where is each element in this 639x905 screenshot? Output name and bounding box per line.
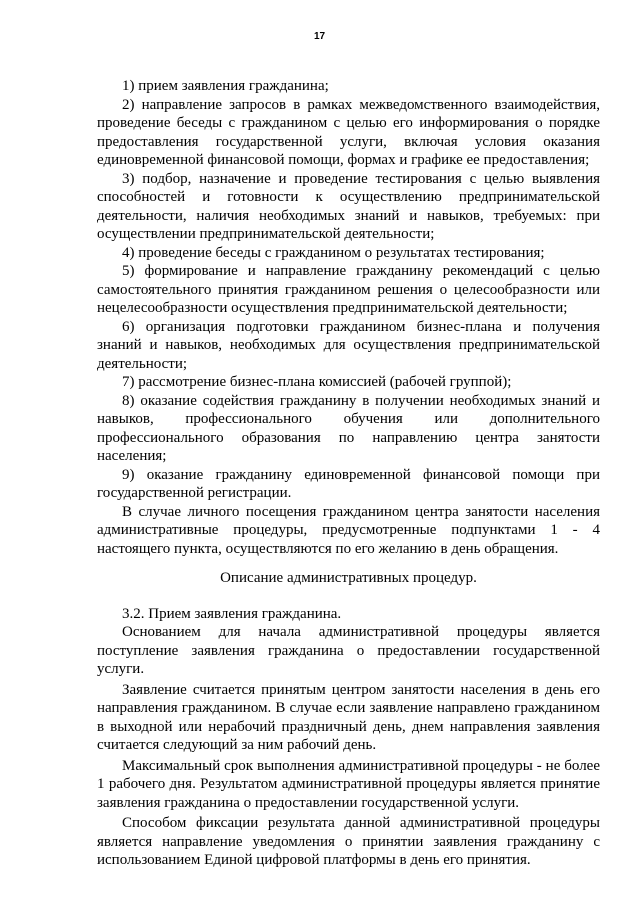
list-item-5: 5) формирование и направление гражданину рекомендаций с целью самостоятельного принятия гражданином решения о целесообразности или нецелесообразности осуществления предпринимательской деятельности; [97, 263, 600, 316]
subsection-title: 3.2. Прием заявления гражданина. [122, 605, 342, 622]
list-item-7: 7) рассмотрение бизнес-плана комиссией (рабочей группой); [122, 374, 512, 390]
list-item-2: 2) направление запросов в рамках межведомственного взаимодействия, проведение беседы с гражданином с целью его информирования о порядке предоставления государственной услуги, включая условия оказания единовременной финансовой помощи, формах и графике ее предоставления; [97, 96, 600, 168]
document-body [97, 77, 600, 870]
fixation-paragraph: Способом фиксации результата данной административной процедуры является направление уведомления о принятии заявления гражданину с использованием Единой цифровой платформы в день его принятия. [97, 815, 600, 868]
personal-visit-paragraph: В случае личного посещения гражданином центра занятости населения административные процедуры, предусмотренные подпунктами 1 - 4 настоящего пункта, осуществляются по его желанию в день обращения. [97, 503, 600, 557]
list-item-1: 1) прием заявления гражданина; [122, 78, 329, 94]
list-item-4: 4) проведение беседы с гражданином о результатах тестирования; [122, 244, 545, 261]
list-item-9: 9) оказание гражданину единовременной финансовой помощи при государственной регистрации. [97, 466, 600, 501]
section-heading: Описание административных процедур. [220, 570, 477, 586]
deadline-paragraph: Максимальный срок выполнения административной процедуры - не более 1 рабочего дня. Результатом административной процедуры является принятие заявления гражданина о предоставлении государственной услуги. [97, 757, 600, 811]
acceptance-paragraph: Заявление считается принятым центром занятости населения в день его направления гражданином. В случае если заявление направлено гражданином в выходной или нерабочий праздничный день, днем направления заявления считается следующий за ним рабочий день. [97, 681, 600, 753]
list-item-8: 8) оказание содействия гражданину в получении необходимых знаний и навыков, профессионального обучения или дополнительного профессионального образования по направлению центра занятости населения; [97, 392, 600, 464]
list-item-3: 3) подбор, назначение и проведение тестирования с целью выявления способностей и готовности к осуществлению предпринимательской деятельности, наличия необходимых знаний и навыков, требуемых: при осуществлении предпринимательской деятельности; [97, 170, 600, 242]
basis-paragraph: Основанием для начала административной процедуры является поступление заявления гражданина о предоставлении государственной услуги. [97, 624, 600, 677]
list-item-6: 6) организация подготовки гражданином бизнес-плана и получения знаний и навыков, необходимых для осуществления предпринимательской деятельности; [97, 318, 600, 372]
page-number: 17 [313, 31, 326, 42]
